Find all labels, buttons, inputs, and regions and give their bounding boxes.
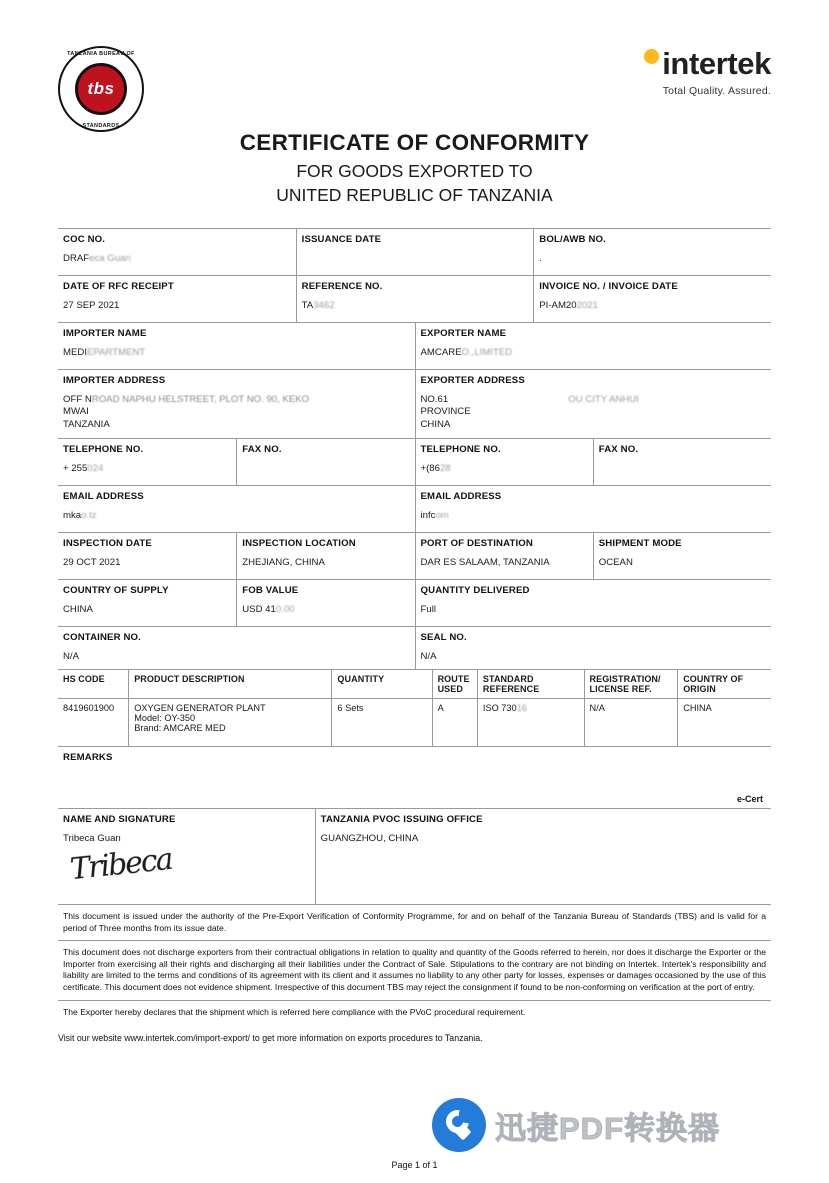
th-quantity: QUANTITY xyxy=(332,670,432,699)
page-subtitle-2: UNITED REPUBLIC OF TANZANIA xyxy=(276,185,553,205)
th-route-used: ROUTE USED xyxy=(432,670,477,699)
intertek-dot-icon xyxy=(644,49,659,64)
td-country-origin: CHINA xyxy=(678,699,771,747)
td-quantity: 6 Sets xyxy=(332,699,432,747)
shipment-mode-value: OCEAN xyxy=(598,556,633,568)
form-row-names xyxy=(58,323,771,370)
field-exporter-name xyxy=(415,323,772,369)
importer-tel-label: TELEPHONE NO. xyxy=(63,444,144,455)
inspection-date-label: INSPECTION DATE xyxy=(63,538,152,549)
field-name-and-signature xyxy=(58,809,315,904)
field-exporter-telephone xyxy=(415,439,593,485)
tbs-logo-top-text: TANZANIA BUREAU OF xyxy=(67,51,135,57)
intertek-tagline: Total Quality. Assured. xyxy=(662,85,771,97)
remarks-section xyxy=(58,747,771,809)
seal-no-label: SEAL NO. xyxy=(420,632,467,643)
th-standard-reference: STANDARD REFERENCE xyxy=(477,670,584,699)
th-registration-license: REGISTRATION/ LICENSE REF. xyxy=(584,670,678,699)
legal-paragraph-2: This document does not discharge exporters from their contractual obligations in relation to quality and quantity of the Goods referred to herein, nor does it discharge the Exporter or the Importer from exercising all their rights and discharging all their liabilities under the Contract of Sale. Stipulations to the contrary are not binding on Intertek. Intertek's responsibility and liability are limited to the terms and conditions of its agreement with its client and it assumes no liability to any other party for losses, expenses or damages occasioned by the use of this certificate. This document does not evidence shipment. Irrespective of this document TBS may reject the consignment if found to be non-conforming on verification at the port of entry. xyxy=(58,941,771,1000)
issuance-date-label: ISSUANCE DATE xyxy=(301,234,382,245)
field-reference-no xyxy=(296,276,534,322)
importer-fax-label: FAX NO. xyxy=(242,444,282,455)
container-no-label: CONTAINER NO. xyxy=(63,632,141,643)
importer-name-value: MEDIEPARTMENT xyxy=(63,346,146,358)
inspection-location-value: ZHEJIANG, CHINA xyxy=(242,556,325,568)
country-supply-value: CHINA xyxy=(63,603,93,615)
field-inspection-date xyxy=(58,533,236,579)
shipment-mode-label: SHIPMENT MODE xyxy=(598,538,682,549)
field-rfc-date xyxy=(58,276,296,322)
issuing-office-value: GUANGZHOU, CHINA xyxy=(320,832,419,844)
field-container-no xyxy=(58,627,415,669)
field-importer-address xyxy=(58,370,415,438)
port-destination-label: PORT OF DESTINATION xyxy=(420,538,533,549)
exporter-email-label: EMAIL ADDRESS xyxy=(420,491,502,502)
page-title: CERTIFICATE OF CONFORMITY xyxy=(239,130,590,155)
field-importer-telephone xyxy=(58,439,236,485)
field-inspection-location xyxy=(236,533,414,579)
field-quantity-delivered xyxy=(415,580,772,626)
importer-name-label: IMPORTER NAME xyxy=(63,328,147,339)
td-standard-reference: ISO 73016 xyxy=(477,699,584,747)
field-fob-value xyxy=(236,580,414,626)
coc-no-value-redacted: eca Guan xyxy=(89,252,131,264)
quantity-delivered-value: Full xyxy=(420,603,436,615)
quantity-delivered-label: QUANTITY DELIVERED xyxy=(420,585,530,596)
importer-email-label: EMAIL ADDRESS xyxy=(63,491,144,502)
name-signature-label: NAME AND SIGNATURE xyxy=(63,814,176,825)
rfc-date-label: DATE OF RFC RECEIPT xyxy=(63,281,174,292)
signature-image: Tribeca xyxy=(68,841,174,888)
field-bol-awb-no xyxy=(533,229,771,275)
form-row-telephones xyxy=(58,439,771,486)
tbs-logo-center xyxy=(75,63,127,115)
reference-no-value: TA3462 xyxy=(301,299,335,311)
exporter-tel-value: +(8628 xyxy=(420,462,451,474)
certificate-form xyxy=(58,228,771,1024)
td-registration-license: N/A xyxy=(584,699,678,747)
intertek-logo xyxy=(643,48,771,97)
field-importer-fax xyxy=(236,439,414,485)
intertek-wordmark xyxy=(643,48,771,79)
port-destination-value: DAR ES SALAAM, TANZANIA xyxy=(420,556,550,568)
exporter-fax-label: FAX NO. xyxy=(598,444,639,455)
importer-address-value: OFF NROAD NAPHU HELSTREET, PLOT NO. 90, KEKO MWAI TANZANIA xyxy=(63,393,310,431)
field-importer-email xyxy=(58,486,415,532)
th-country-origin: COUNTRY OF ORIGIN xyxy=(678,670,771,699)
visit-website-note: Visit our website www.intertek.com/import-export/ to get more information on exports procedures to Tanzania. xyxy=(58,1033,483,1044)
legal-paragraph-3: The Exporter hereby declares that the shipment which is referred here compliance with the PVoC procedural requirement. xyxy=(63,1006,526,1017)
form-row-supply xyxy=(58,580,771,627)
exporter-tel-label: TELEPHONE NO. xyxy=(420,444,501,455)
exporter-name-value: AMCAREO.,LIMITED xyxy=(420,346,513,358)
form-row-container xyxy=(58,627,771,670)
intertek-name-text: intertek xyxy=(662,46,771,81)
reference-no-label: REFERENCE NO. xyxy=(301,281,383,292)
e-cert-badge: e-Cert xyxy=(736,794,763,804)
bol-awb-value: . xyxy=(539,252,542,264)
table-row xyxy=(58,699,771,747)
seal-no-value: N/A xyxy=(420,650,437,662)
rfc-date-value: 27 SEP 2021 xyxy=(63,299,120,311)
title-block xyxy=(0,130,829,206)
form-row-dates xyxy=(58,276,771,323)
exporter-address-value: NO.61 OU CITY ANHUI PROVINCE CHINA xyxy=(420,393,639,431)
issuing-office-label: TANZANIA PVOC ISSUING OFFICE xyxy=(320,814,483,825)
goods-table xyxy=(58,670,771,747)
document-header xyxy=(0,0,829,129)
importer-tel-value: + 255024 xyxy=(63,462,104,474)
td-hs-code: 8419601900 xyxy=(58,699,129,747)
field-coc-no xyxy=(58,229,296,275)
watermark-logo-icon xyxy=(432,1098,486,1152)
field-exporter-address xyxy=(415,370,772,438)
form-row-inspection xyxy=(58,533,771,580)
page-number: Page 1 of 1 xyxy=(391,1160,438,1170)
field-exporter-email xyxy=(415,486,772,532)
th-product-description: PRODUCT DESCRIPTION xyxy=(129,670,332,699)
exporter-name-label: EXPORTER NAME xyxy=(420,328,507,339)
coc-no-value: DRAFeca Guan xyxy=(63,252,131,264)
field-shipment-mode xyxy=(593,533,771,579)
field-issuing-office xyxy=(315,809,771,904)
importer-address-label: IMPORTER ADDRESS xyxy=(63,375,166,386)
td-route-used: A xyxy=(432,699,477,747)
exporter-email-value: infcom xyxy=(420,509,449,521)
exporter-address-label: EXPORTER ADDRESS xyxy=(420,375,525,386)
page-subtitle-1: FOR GOODS EXPORTED TO xyxy=(296,161,533,181)
fob-value-label: FOB VALUE xyxy=(242,585,299,596)
tbs-logo-center-text: tbs xyxy=(87,79,115,98)
name-signature-value: Tribeca Guan xyxy=(63,832,121,844)
field-issuance-date xyxy=(296,229,534,275)
watermark-text: 迅捷PDF转换器 xyxy=(495,1110,720,1146)
form-row-identifiers xyxy=(58,229,771,276)
field-importer-name xyxy=(58,323,415,369)
field-exporter-fax xyxy=(593,439,771,485)
container-no-value: N/A xyxy=(63,650,79,662)
td-product-description: OXYGEN GENERATOR PLANT Model: OY-350 Brand: AMCARE MED xyxy=(129,699,332,747)
field-country-supply xyxy=(58,580,236,626)
fob-value-value: USD 410.00 xyxy=(242,603,295,615)
th-hs-code: HS CODE xyxy=(58,670,129,699)
pdf-converter-watermark xyxy=(432,1098,720,1152)
field-invoice xyxy=(533,276,771,322)
coc-no-label: COC NO. xyxy=(63,234,106,245)
invoice-label: INVOICE NO. / INVOICE DATE xyxy=(539,281,678,292)
goods-table-header-row xyxy=(58,670,771,699)
inspection-date-value: 29 OCT 2021 xyxy=(63,556,121,568)
invoice-value: PI-AM202021 xyxy=(539,299,598,311)
tbs-logo-bottom-text: STANDARDS xyxy=(82,123,120,129)
country-supply-label: COUNTRY OF SUPPLY xyxy=(63,585,169,596)
tbs-logo-icon xyxy=(58,46,146,134)
bol-awb-label: BOL/AWB NO. xyxy=(539,234,606,245)
field-port-destination xyxy=(415,533,593,579)
form-row-emails xyxy=(58,486,771,533)
remarks-label: REMARKS xyxy=(63,752,113,763)
form-row-addresses xyxy=(58,370,771,439)
importer-email-value: mkao.tz xyxy=(63,509,97,521)
inspection-location-label: INSPECTION LOCATION xyxy=(242,538,356,549)
field-seal-no xyxy=(415,627,772,669)
signature-section xyxy=(58,809,771,905)
legal-paragraph-1: This document is issued under the authority of the Pre-Export Verification of Conformity Programme, for and on behalf of the Tanzania Bureau of Standards (TBS) and is valid for a period of Three months from its issue date. xyxy=(58,905,771,941)
